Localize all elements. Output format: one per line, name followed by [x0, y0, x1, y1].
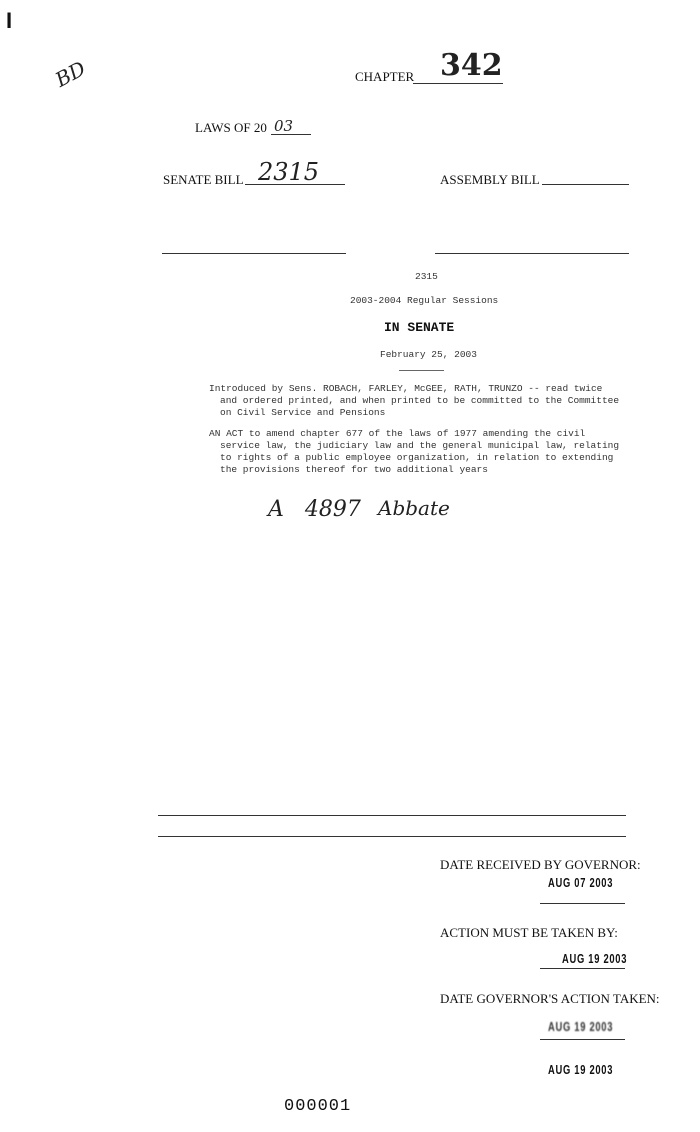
action-taken-stamp: AUG 19 2003: [548, 1062, 614, 1077]
handwritten-initials: BD: [51, 56, 90, 92]
action-deadline-label: ACTION MUST BE TAKEN BY:: [440, 925, 618, 940]
bill-date: February 25, 2003: [380, 349, 477, 360]
assembly-bill-label: ASSEMBLY BILL: [440, 172, 540, 187]
laws-label: LAWS OF 20: [195, 120, 267, 135]
introduced-line-2: and ordered printed, and when printed to be committed to the Committee: [220, 395, 620, 406]
action-taken-rule: [540, 1039, 625, 1040]
senate-bill-label: SENATE BILL: [163, 172, 244, 187]
date-received-label: DATE RECEIVED BY GOVERNOR:: [440, 857, 641, 872]
chapter-underline: [413, 83, 503, 84]
margin-mark: I: [6, 8, 13, 33]
assembly-bill-underline: [542, 184, 629, 185]
chamber-title: IN SENATE: [384, 320, 455, 335]
bottom-rule-1: [158, 815, 626, 816]
session-line: 2003-2004 Regular Sessions: [350, 295, 499, 306]
blank-rule-left: [162, 253, 346, 254]
blank-rule-right: [435, 253, 629, 254]
action-deadline-rule: [540, 968, 625, 969]
companion-bill-sponsor: Abbate: [378, 496, 450, 520]
date-received-rule: [540, 903, 625, 904]
chapter-label: CHAPTER: [355, 69, 415, 84]
act-line-1: AN ACT to amend chapter 677 of the laws of 1977 amending the civil: [209, 428, 586, 439]
action-deadline-stamp: AUG 19 2003: [562, 951, 628, 966]
act-line-4: the provisions thereof for two additional years: [220, 464, 488, 475]
page-number: 000001: [284, 1097, 352, 1116]
act-line-3: to rights of a public employee organization, in relation to extending: [220, 452, 614, 463]
action-taken-smudged-stamp: AUG 19 2003: [548, 1019, 614, 1034]
bottom-rule-2: [158, 836, 626, 837]
action-taken-label: DATE GOVERNOR'S ACTION TAKEN:: [440, 991, 660, 1006]
chapter-number: 342: [440, 48, 503, 83]
companion-bill-number: A 4897: [268, 497, 361, 522]
laws-year: 03: [274, 117, 294, 135]
bill-number: 2315: [415, 271, 438, 282]
act-line-2: service law, the judiciary law and the general municipal law, relating: [220, 440, 620, 451]
date-rule: [399, 370, 444, 371]
introduced-line-1: Introduced by Sens. ROBACH, FARLEY, McGEE, RATH, TRUNZO -- read twice: [209, 383, 603, 394]
introduced-line-3: on Civil Service and Pensions: [220, 407, 386, 418]
senate-bill-number: 2315: [258, 158, 320, 186]
date-received-stamp: AUG 07 2003: [548, 875, 614, 890]
